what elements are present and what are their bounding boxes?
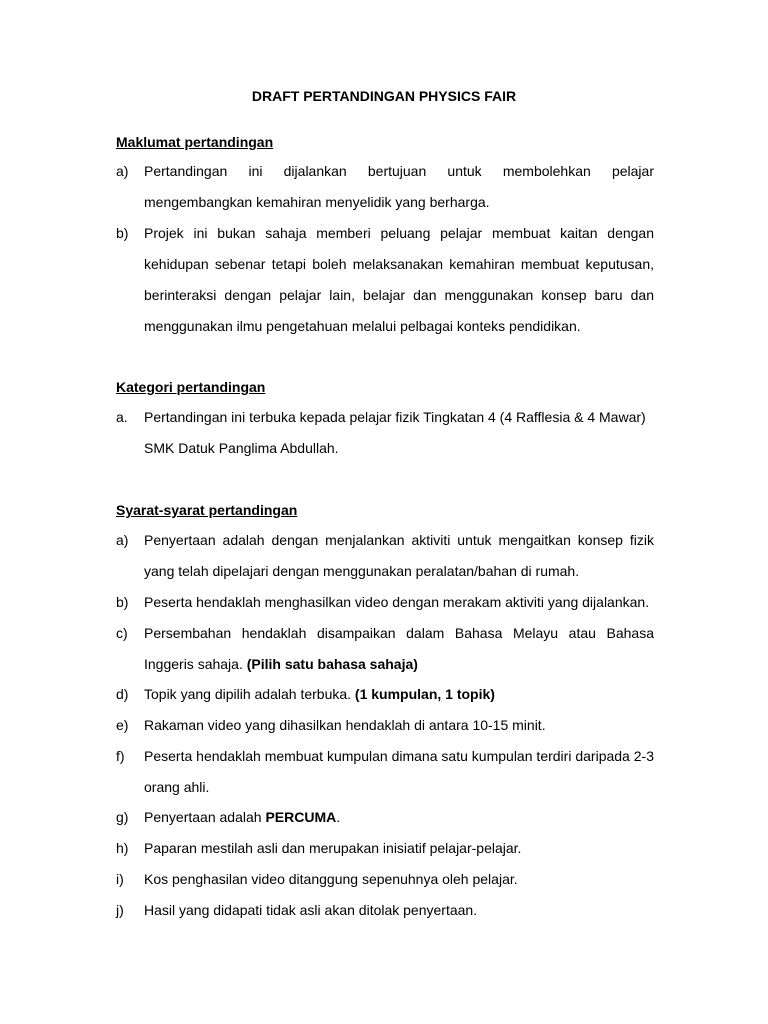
list-item-text — [144, 679, 654, 710]
list-marker: i) — [116, 871, 124, 887]
list-item-text: Hasil yang didapati tidak asli akan ditolak penyertaan. — [144, 902, 478, 918]
list-marker: b) — [116, 225, 129, 241]
list-marker: a) — [116, 163, 129, 179]
document-title: DRAFT PERTANDINGAN PHYSICS FAIR — [251, 88, 517, 104]
list-item-text: Peserta hendaklah menghasilkan video dengan merakam aktiviti yang dijalankan. — [144, 594, 650, 610]
list-item-text: Pertandingan ini terbuka kepada pelajar fizik Tingkatan 4 (4 Rafflesia & 4 Mawar) SMK Datuk Panglima Abdullah. — [144, 409, 646, 456]
list-item-text: Kos penghasilan video ditanggung sepenuhnya oleh pelajar. — [144, 871, 518, 887]
list-marker: e) — [116, 717, 129, 733]
list-marker: a. — [116, 409, 128, 425]
list-item-text-plain: Penyertaan adalah — [144, 809, 262, 825]
list-item-text: Projek ini bukan sahaja memberi peluang pelajar membuat kaitan dengan kehidupan sebenar tetapi boleh melaksanakan kemahiran membuat keputusan, berinteraksi dengan pelajar lain, belajar dan menggunakan konsep baru dan menggunakan ilmu pengetahuan melalui pelbagai konteks pendidikan. — [144, 225, 654, 334]
list-item-text: Pertandingan ini dijalankan bertujuan untuk membolehkan pelajar mengembangkan kemahiran menyelidik yang berharga. — [144, 163, 654, 210]
list-marker: f) — [116, 748, 125, 764]
list-item — [116, 895, 654, 926]
list-item-text-after: . — [336, 809, 341, 825]
list-item — [116, 864, 654, 895]
section-heading-kategori: Kategori pertandingan — [116, 379, 266, 395]
list-item — [116, 679, 654, 710]
list-marker: j) — [116, 902, 124, 918]
list-item-text-plain: Topik yang dipilih adalah terbuka. — [144, 686, 352, 702]
list-item — [116, 525, 654, 587]
list-item-text-plain: Persembahan hendaklah disampaikan dalam Bahasa Melayu atau Bahasa Inggeris sahaja. — [144, 625, 654, 672]
list-item-text — [144, 618, 654, 680]
list-item — [116, 402, 654, 464]
list-item-text: Penyertaan adalah dengan menjalankan aktiviti untuk mengaitkan konsep fizik yang telah dipelajari dengan menggunakan peralatan/bahan di rumah. — [144, 532, 654, 579]
list-marker: d) — [116, 686, 129, 702]
list-item — [116, 710, 654, 741]
section-heading-syarat: Syarat-syarat pertandingan — [116, 502, 298, 518]
list-item — [116, 741, 654, 803]
list-item — [116, 156, 654, 218]
list-item-text-bold: (1 kumpulan, 1 topik) — [354, 686, 495, 702]
list-marker: a) — [116, 532, 129, 548]
list-item — [116, 833, 654, 864]
list-item-text-bold: PERCUMA — [265, 809, 337, 825]
list-item — [116, 218, 654, 342]
list-marker: b) — [116, 594, 129, 610]
list-item — [116, 618, 654, 680]
list-item-text — [144, 802, 654, 833]
list-item-text: Peserta hendaklah membuat kumpulan dimana satu kumpulan terdiri daripada 2-3 orang ahli. — [144, 748, 654, 795]
list-item-text-bold: (Pilih satu bahasa sahaja) — [246, 656, 418, 672]
list-marker: c) — [116, 625, 128, 641]
section-heading-maklumat: Maklumat pertandingan — [116, 134, 274, 150]
list-item-text: Rakaman video yang dihasilkan hendaklah di antara 10-15 minit. — [144, 717, 546, 733]
list-item — [116, 802, 654, 833]
list-item-text: Paparan mestilah asli dan merupakan inisiatif pelajar-pelajar. — [144, 840, 522, 856]
list-marker: g) — [116, 809, 129, 825]
list-marker: h) — [116, 840, 129, 856]
list-item — [116, 587, 654, 618]
